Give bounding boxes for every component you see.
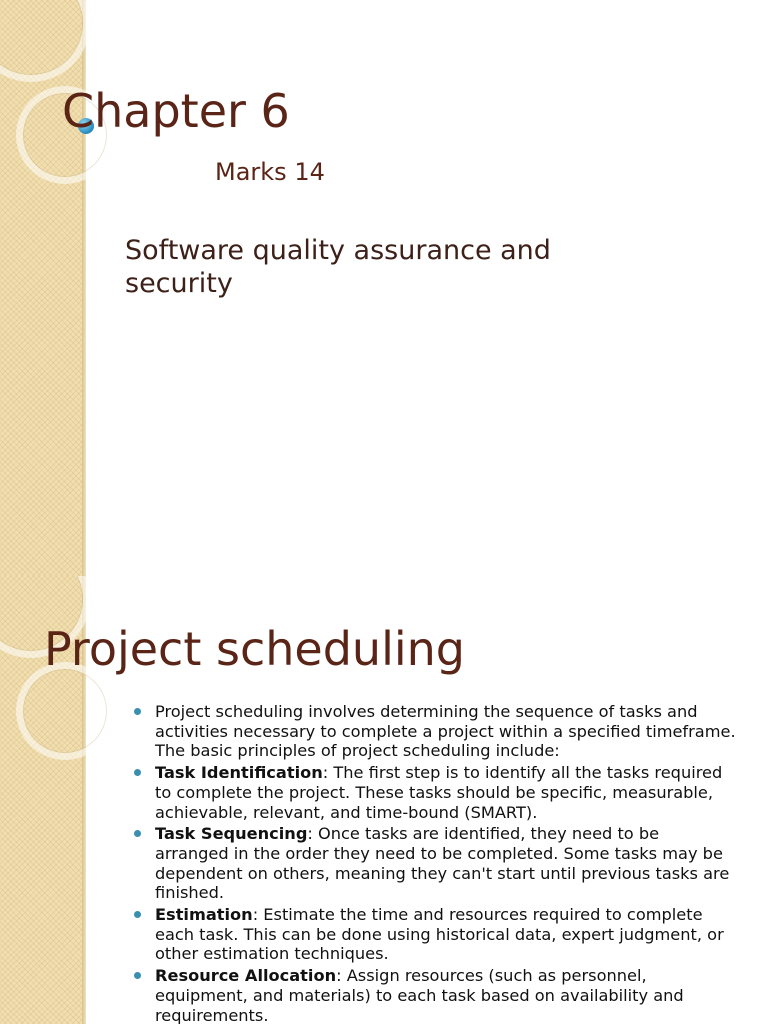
list-item	[132, 763, 737, 822]
bullet-icon	[134, 911, 141, 918]
bullet-icon	[134, 972, 141, 979]
bullet-icon	[134, 769, 141, 776]
bullet-text: : Estimate the time and resources required to complete each task. This can be done using historical data, expert judgment, or other estimation techniques.	[155, 905, 724, 964]
list-item	[132, 905, 737, 964]
bullet-term: Task Identification	[155, 763, 323, 783]
bullet-term: Estimation	[155, 905, 253, 925]
marks-label: Marks 14	[215, 158, 325, 186]
list-item	[132, 824, 737, 903]
bullet-text: Project scheduling involves determining the sequence of tasks and activities necessary to complete a project within a specified timeframe. The basic principles of project scheduling include:	[155, 702, 736, 761]
slide-title: Chapter 6	[62, 84, 290, 138]
bullet-text: : Assign resources (such as personnel, equipment, and materials) to each task based on availability and requirements.	[155, 966, 684, 1024]
decorative-ring	[16, 662, 114, 760]
bullet-icon	[134, 708, 141, 715]
slide-project-scheduling	[0, 576, 768, 1024]
bullet-text: : The first step is to identify all the tasks required to complete the project. These tasks should be specific, measurable, achievable, relevant, and time-bound (SMART).	[155, 763, 723, 822]
list-item	[132, 966, 737, 1024]
bullet-term: Resource Allocation	[155, 966, 337, 986]
bullet-icon	[134, 830, 141, 837]
bullet-text: : Once tasks are identified, they need to be arranged in the order they need to be completed. Some tasks may be dependent on others, meaning they can't start until previous tasks are finished.	[155, 824, 730, 903]
list-item	[132, 702, 737, 761]
bullet-term: Task Sequencing	[155, 824, 308, 844]
bullet-list	[132, 702, 737, 1024]
chapter-subject: Software quality assurance and security	[125, 235, 551, 299]
slide-title: Project scheduling	[44, 622, 465, 676]
